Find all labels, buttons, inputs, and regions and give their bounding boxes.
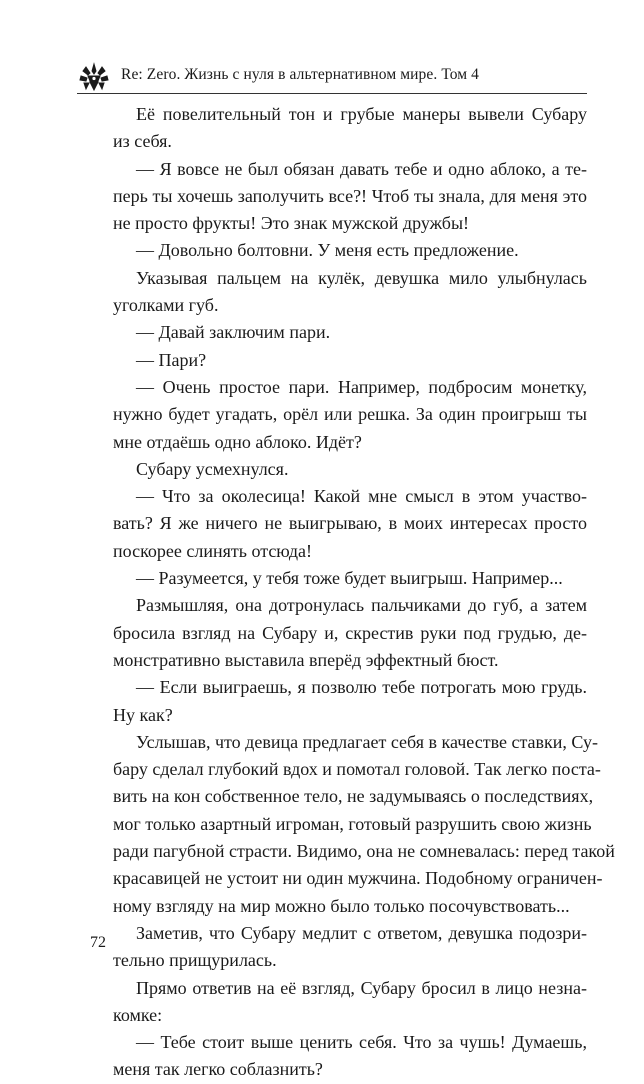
text-line: из себя. xyxy=(113,131,172,152)
text-line: бару сделал глубокий вдох и помотал головой. Так легко поста- xyxy=(113,759,601,780)
paragraph xyxy=(90,101,587,156)
text-line: — Если выиграешь, я позволю тебе потрогать мою грудь. xyxy=(136,677,587,698)
text-line: монстративно выставила вперёд эффектный бюст. xyxy=(113,649,499,670)
text-line: — Довольно болтовни. У меня есть предложение. xyxy=(136,240,519,261)
paragraph xyxy=(90,674,587,729)
text-line: Размышляя, она дотронулась пальчиками до губ, а затем xyxy=(136,595,587,616)
text-line: тельно прищурилась. xyxy=(113,950,277,971)
text-line: Её повелительный тон и грубые манеры вывели Субару xyxy=(136,104,587,124)
text-line: не просто фрукты! Это знак мужской дружбы! xyxy=(113,213,470,234)
text-line: меня так легко соблазнить? xyxy=(113,1059,323,1080)
text-line: Субару усмехнулся. xyxy=(136,458,289,479)
running-title: Re: Zero. Жизнь с нуля в альтернативном мире. Том 4 xyxy=(121,66,480,83)
paragraph xyxy=(90,347,587,374)
paragraph xyxy=(90,374,587,456)
paragraph xyxy=(90,456,587,483)
text-line: бросила взгляд на Субару и, скрестив руки под грудью, де- xyxy=(113,622,587,643)
text-line: — Я вовсе не был обязан давать тебе и одно аблоко, а те- xyxy=(136,158,587,179)
text-line: красавицей не устоит ни один мужчина. Подобному ограничен- xyxy=(113,868,603,889)
text-line: вить на кон собственное тело, не задумываясь о последствиях, xyxy=(113,786,594,807)
paragraph xyxy=(90,1029,587,1084)
text-line: перь ты хочешь заполучить все?! Чтоб ты знала, для меня это xyxy=(113,185,587,206)
text-line: — Пари? xyxy=(136,349,207,370)
text-line: Указывая пальцем на кулёк, девушка мило улыбнулась xyxy=(136,267,587,288)
paragraph xyxy=(90,265,587,320)
paragraph xyxy=(90,565,587,592)
paragraph xyxy=(90,156,587,238)
paragraph xyxy=(90,319,587,346)
paragraph xyxy=(90,237,587,264)
body-text xyxy=(90,101,615,1084)
header-rule xyxy=(77,93,587,94)
paragraph xyxy=(90,592,587,674)
text-line: — Что за околесица! Какой мне смысл в этом участво- xyxy=(136,486,587,507)
text-line: — Тебе стоит выше ценить себя. Что за чушь! Думаешь, xyxy=(136,1032,587,1053)
text-line: мог только азартный игроман, готовый разрушить свою жизнь xyxy=(113,813,592,834)
text-line: мне отдаёшь одно аблоко. Идёт? xyxy=(113,431,362,452)
text-line: Заметив, что Субару медлит с ответом, девушка подозри- xyxy=(136,922,587,943)
emblem-icon xyxy=(77,62,111,92)
text-line: — Разумеется, у тебя тоже будет выигрыш. Например... xyxy=(136,568,563,589)
text-line: вать? Я же ничего не выигрываю, в моих интересах просто xyxy=(113,513,587,534)
text-line: Ну как? xyxy=(113,704,173,725)
text-line: Прямо ответив на её взгляд, Субару бросил в лицо незна- xyxy=(136,977,587,998)
page-number: 72 xyxy=(90,934,106,951)
text-line: ному взгляду на мир можно было только посочувствовать... xyxy=(113,895,570,916)
running-header xyxy=(77,60,587,96)
paragraph xyxy=(90,975,587,1030)
text-line: комке: xyxy=(113,1004,163,1025)
text-line: ради пагубной страсти. Видимо, она не сомневалась: перед такой xyxy=(113,841,615,862)
text-line: — Очень простое пари. Например, подбросим монетку, xyxy=(136,376,587,397)
text-line: нужно будет угадать, орёл или решка. За один проигрыш ты xyxy=(113,404,587,425)
text-line: уголками губ. xyxy=(113,295,219,316)
text-line: Услышав, что девица предлагает себя в качестве ставки, Су- xyxy=(136,731,598,752)
paragraph xyxy=(90,729,615,920)
paragraph xyxy=(90,483,587,565)
paragraph xyxy=(90,920,587,975)
text-line: — Давай заключим пари. xyxy=(136,322,331,343)
text-line: поскорее слинять отсюда! xyxy=(113,540,312,561)
